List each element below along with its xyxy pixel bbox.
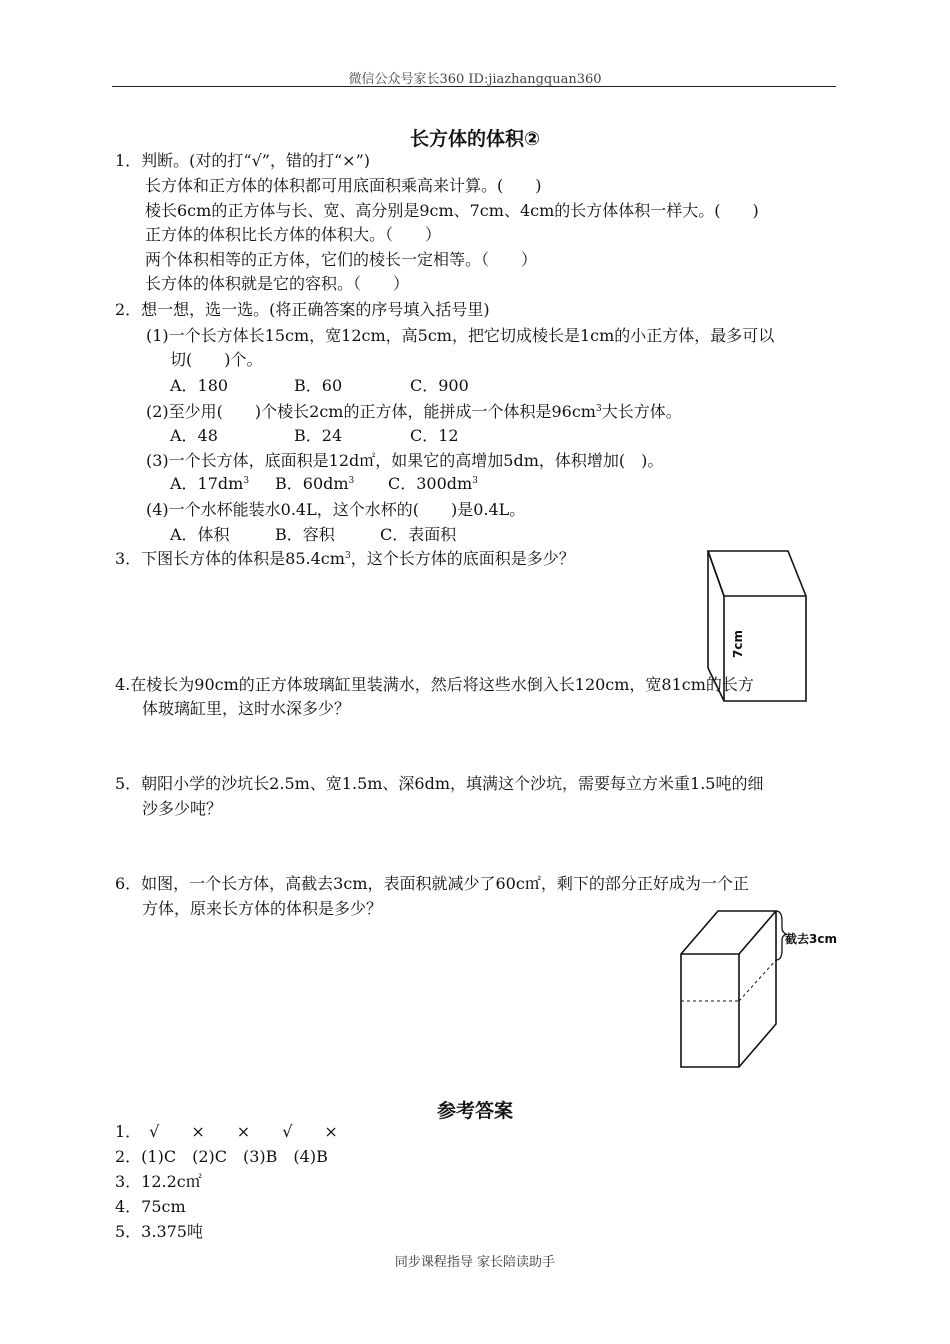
- q2-sub4-option-b: B．容积: [275, 525, 335, 544]
- q1-item-2: 棱长6cm的正方体与长、宽、高分别是9cm、7cm、4cm的长方体体积一样大。( ): [145, 201, 759, 220]
- q2-sub3-option-c: C．$300dm^3$: [388, 474, 478, 493]
- worksheet-title: 长方体的体积②: [409, 128, 541, 150]
- q6-cut-label: 截去3cm: [785, 932, 837, 946]
- q2-sub4: (4)一个水杯能装水0.4L，这个水杯的( )是0.4L。: [146, 500, 526, 519]
- q2-sub1-option-b: B．60: [294, 376, 343, 395]
- q6-cuboid-figure: [676, 904, 856, 1074]
- header-rule: [112, 86, 836, 87]
- q2-sub2-option-c: C．12: [410, 426, 459, 445]
- q4-line2: 体玻璃缸里，这时水深多少？: [142, 699, 351, 718]
- q2-sub2-option-a: A．48: [170, 426, 218, 445]
- q2-stem: 2．想一想，选一选。(将正确答案的序号填入括号里): [115, 300, 490, 319]
- answer-line-2: 2．(1)C (2)C (3)B (4)B: [115, 1147, 328, 1166]
- q2-sub2-text: (2)至少用( )个棱长2cm的正方体，能拼成一个体积是96cm: [146, 402, 596, 421]
- q2-sub2-tail: 大长方体。: [601, 402, 682, 421]
- q2-sub1-option-a: A．180: [170, 376, 229, 395]
- q5-line2: 沙多少吨？: [142, 799, 223, 818]
- page-header: 微信公众号家长360 ID:jiazhangquan360: [348, 72, 602, 87]
- q1-stem: 1．判断。(对的打“√”，错的打“×”): [115, 151, 370, 170]
- q2-sub3-option-b: B．$60dm^3$: [275, 474, 355, 493]
- q6-line2: 方体，原来长方体的体积是多少？: [142, 899, 383, 918]
- answer-line-5: 5．3.375吨: [115, 1222, 203, 1241]
- q2-sub2-sup: 3: [595, 404, 602, 414]
- q1-item-4: 两个体积相等的正方体，它们的棱长一定相等。（ ）: [145, 250, 538, 269]
- page-footer: 同步课程指导 家长陪读助手: [394, 1255, 556, 1270]
- answer-line-3: 3．12.2c㎡: [115, 1172, 202, 1191]
- q2-sub2-option-b: B．24: [294, 426, 343, 445]
- q4-line1: 4.在棱长为90cm的正方体玻璃缸里装满水，然后将这些水倒入长120cm，宽81cm的长方: [115, 675, 754, 694]
- q2-sub4-option-a: A．体积: [170, 525, 230, 544]
- q2-sub3-option-a: A．$17dm^3$: [170, 474, 250, 493]
- q3-text: 3．下图长方体的体积是$85.4cm^3$，这个长方体的底面积是多少？: [115, 549, 575, 568]
- answer-line-4: 4．75cm: [115, 1197, 186, 1216]
- q3-height-label: 7cm: [731, 630, 745, 658]
- q2-sub2: [146, 402, 682, 422]
- answer-line-1: 1． √ × × √ ×: [115, 1122, 338, 1141]
- q5-line1: 5．朝阳小学的沙坑长2.5m、宽1.5m、深6dm，填满这个沙坑，需要每立方米重1.5吨的细: [115, 774, 764, 793]
- q2-sub1-line1: (1)一个长方体长15cm，宽12cm，高5cm，把它切成棱长是1cm的小正方体，最多可以: [146, 326, 775, 345]
- q2-sub3: (3)一个长方体，底面积是12d㎡，如果它的高增加5dm，体积增加( )。: [146, 451, 664, 470]
- q2-sub1-line2: 切( )个。: [170, 350, 263, 369]
- q1-item-1: 长方体和正方体的体积都可用底面积乘高来计算。( ): [145, 176, 542, 195]
- q1-item-5: 长方体的体积就是它的容积。（ ）: [145, 274, 410, 293]
- q2-sub4-option-c: C．表面积: [380, 525, 457, 544]
- q6-line1: 6．如图，一个长方体，高截去3cm，表面积就减少了60c㎡，剩下的部分正好成为一个正: [115, 874, 749, 893]
- q2-sub1-option-c: C．900: [410, 376, 469, 395]
- q1-item-3: 正方体的体积比长方体的体积大。（ ）: [145, 225, 442, 244]
- answers-title: 参考答案: [436, 1100, 513, 1122]
